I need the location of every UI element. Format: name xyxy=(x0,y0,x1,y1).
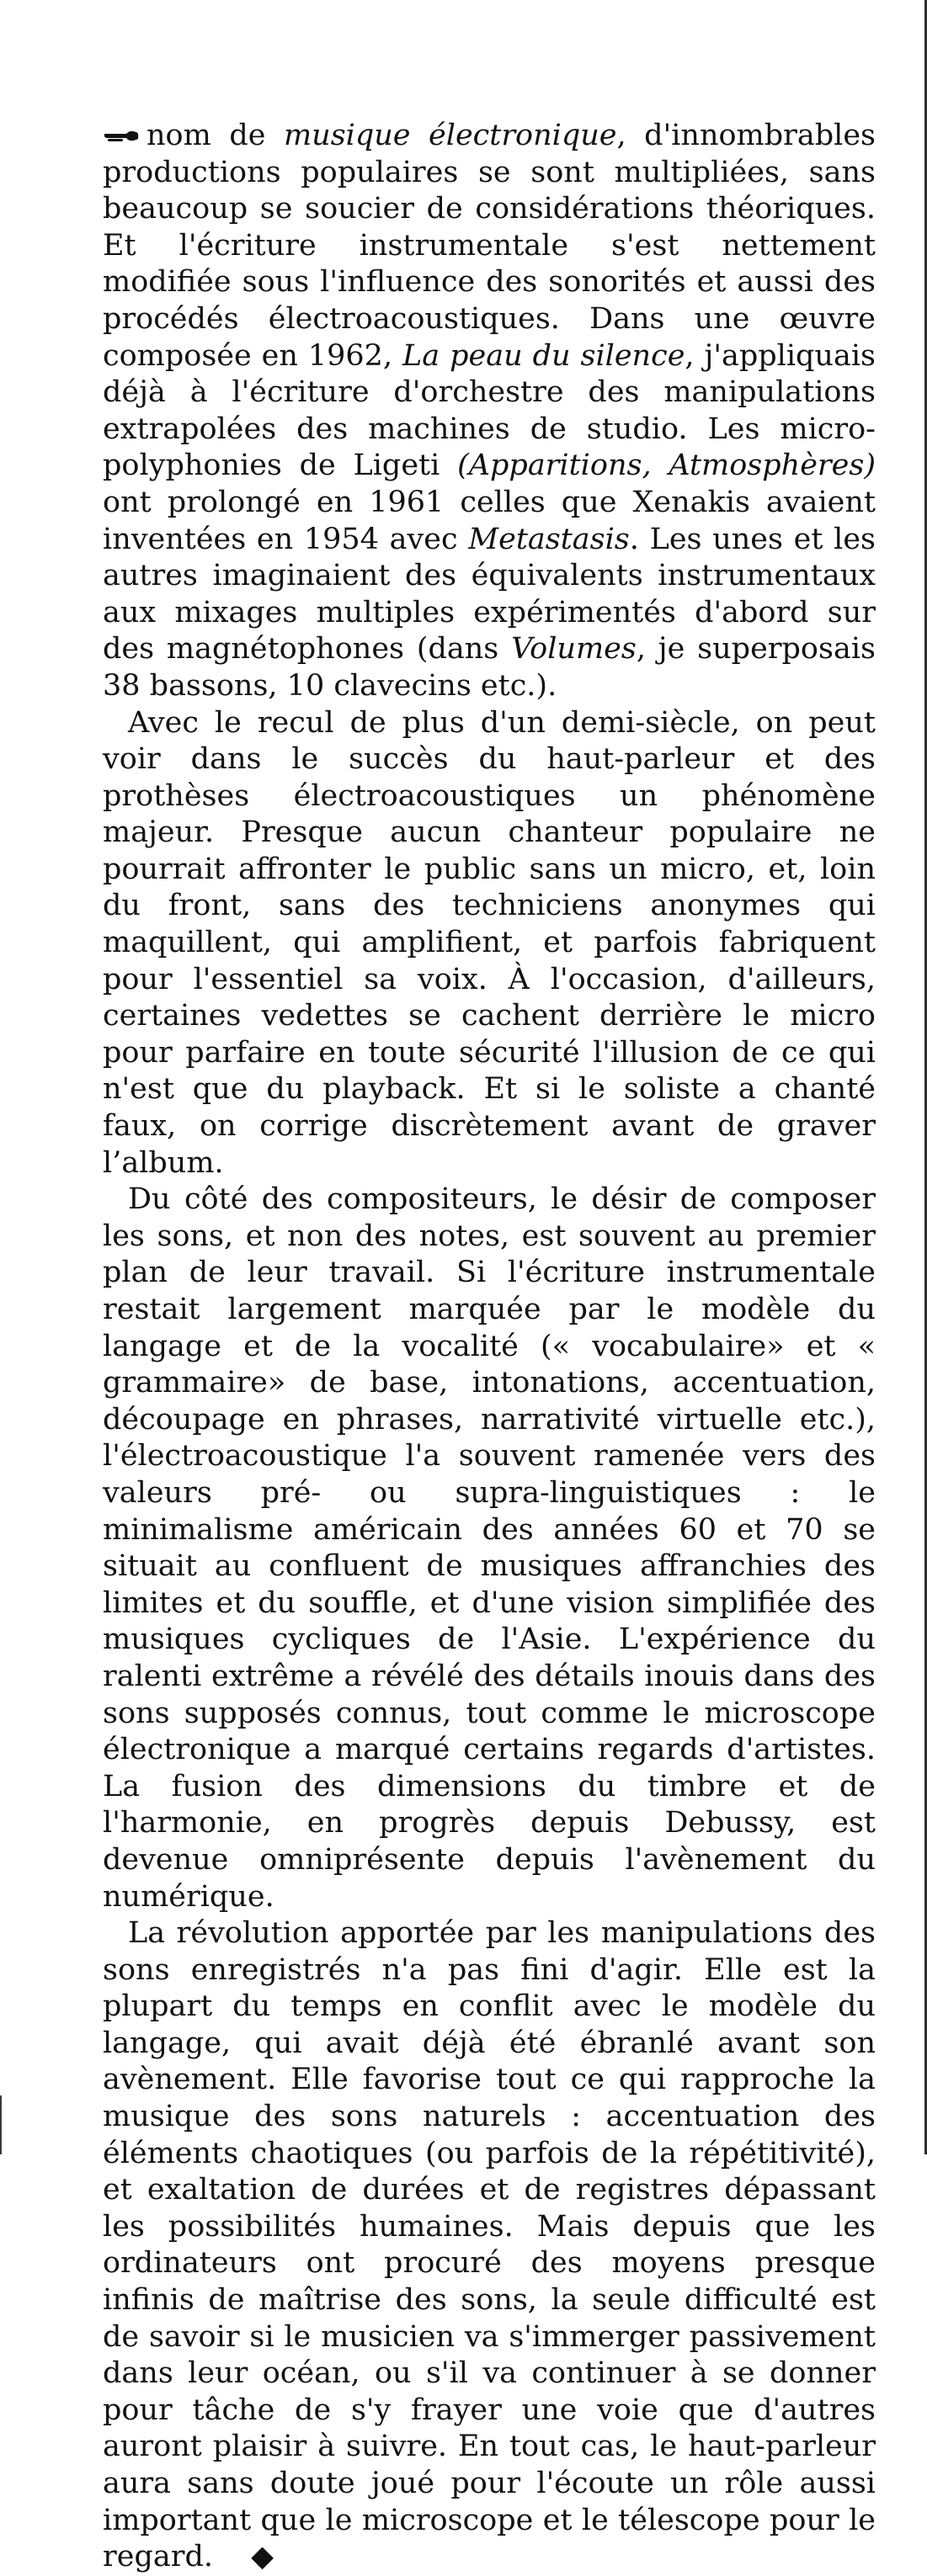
paragraph-1-seg-1: nom de xyxy=(147,119,284,152)
paragraph-2-text: Avec le recul de plus d'un demi-siècle, on peut voir dans le succès du haut-parleur et des prothèses électroacoustiques un phénomène majeur. Presque aucun chanteur populaire ne pourrait affronter le public sans un micro, et, loin du front, sans des techniciens anonymes qui maquillent, qui amplifient, et parfois fabriquent pour l'essentiel sa voix. À l'occasion, d'ailleurs, certaines vedettes se cachent derrière le micro pour parfaire en toute sécurité l'illusion de ce qui n'est que du playback. Et si le soliste a chanté faux, on corrige discrètement avant de graver l’album. xyxy=(103,705,876,1180)
paragraph-1-seg-5: , j'appliquais déjà à l'écriture d'orchestre des manipulations extrapolées des machines de studio. Les micro-polyphonies de Ligeti xyxy=(103,338,876,483)
paragraph-1-seg-10: Volumes xyxy=(511,632,637,667)
paragraph-1-seg-7: ont prolongé en 1961 celles que Xenakis avaient inventées en 1954 avec xyxy=(103,485,876,556)
paragraph-2 xyxy=(103,705,876,1182)
paragraph-3-text: Du côté des compositeurs, le désir de composer les sons, et non des notes, est souvent au premier plan de leur travail. Si l'écriture instrumentale restait largement marquée par le modèle du langage et de la vocalité (« vocabulaire» et « grammaire» de base, intonations, accentuation, découpage en phrases, narrativité virtuelle etc.), l'électroacoustique l'a souvent ramenée vers des valeurs pré- ou supra-linguistiques : le minimalisme américain des années 60 et 70 se situait au confluent de musiques affranchies des limites et du souffle, et d'une vision simplifiée des musiques cycliques de l'Asie. L'expérience du ralenti extrême a révélé des détails inouis dans des sons supposés connus, tout comme le microscope électronique a marqué certains regards d'artistes. La fusion des dimensions du timbre et de l'harmonie, en progrès depuis Debussy, est devenue omniprésente depuis l'avènement du numérique. xyxy=(103,1182,876,1914)
paragraph-4 xyxy=(103,1915,876,2576)
article-body xyxy=(103,118,876,2576)
paragraph-1-seg-9: . Les unes et les autres imaginaient des équivalents instrumentaux aux mixages multiples expérimentés d'abord sur des magnétophones (dans xyxy=(103,522,876,667)
paragraph-1-seg-11: , je superposais 38 bassons, 10 clavecins etc.). xyxy=(103,632,876,703)
paragraph-4-text: La révolution apportée par les manipulations des sons enregistrés n'a pas fini d'agir. Elle est la plupart du temps en conflit avec le modèle du langage, qui avait déjà été ébranlé avant son avènement. Elle favorise tout ce qui rapproche la musique des sons naturels : accentuation des éléments chaotiques (ou parfois de la répétitivité), et exaltation de durées et de registres dépassant les possibilités humaines. Mais depuis que les ordinateurs ont procuré des moyens presque infinis de maîtrise des sons, la seule difficulté est de savoir si le musicien va s'immerger passivement dans leur océan, ou s'il va continuer à se donner pour tâche de s'y frayer une voie que d'autres auront plaisir à suivre. En tout cas, le haut-parleur aura sans doute joué pour l'écoute un rôle aussi important que le microscope et le télescope pour le regard. xyxy=(103,1916,876,2574)
paragraph-1-seg-8: Metastasis xyxy=(468,522,630,556)
pointing-hand-icon xyxy=(103,118,140,136)
paragraph-3 xyxy=(103,1182,876,1915)
paragraph-1-seg-2: musique électronique xyxy=(283,119,617,152)
paragraph-1 xyxy=(103,118,876,705)
end-diamond-icon: ◆ xyxy=(251,2540,274,2574)
paragraph-1-seg-6: (Apparitions, Atmosphères) xyxy=(457,449,876,483)
paragraph-1-seg-3: , d'innombrables productions populaires se sont multipliées, sans beaucoup se soucier de considérations théoriques. Et l'écriture instrumentale s'est nettement modifiée sous l'influence des sonorités et aussi des procédés électroacoustiques. Dans une œuvre composée en 1962, xyxy=(103,119,876,373)
left-margin-tick xyxy=(0,2095,2,2154)
paragraph-1-seg-4: La peau du silence xyxy=(402,338,685,373)
